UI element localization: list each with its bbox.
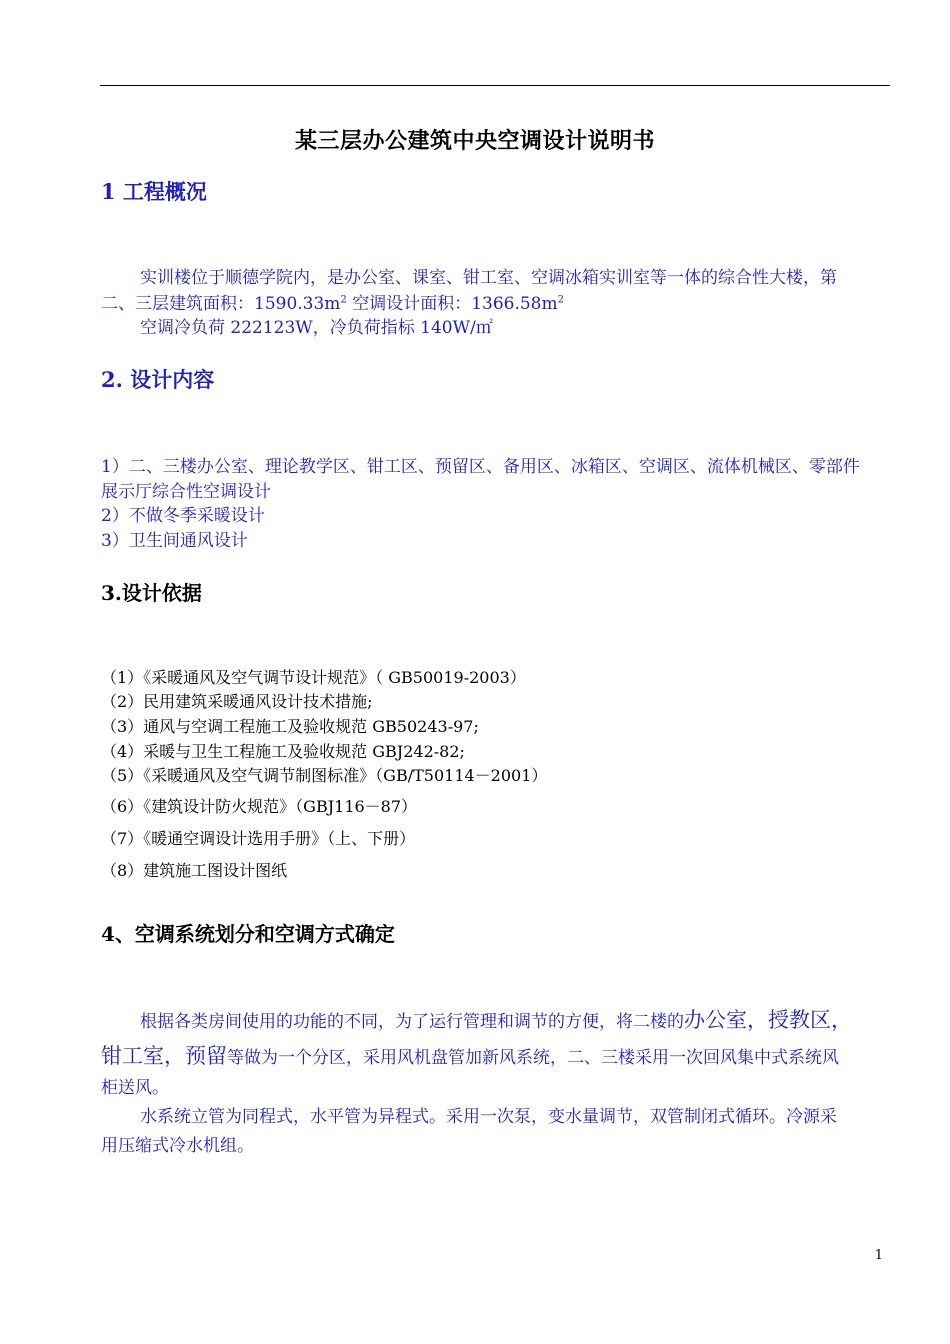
reference-item: （4）采暖与卫生工程施工及验收规范 GBJ242-82;	[101, 742, 465, 761]
design-item: 1）二、三楼办公室、理论教学区、钳工区、预留区、备用区、冰箱区、空调区、流体机械区、零部件	[101, 457, 860, 477]
reference-item: （8）建筑施工图设计图纸	[101, 861, 288, 880]
design-item: 3）卫生间通风设计	[101, 531, 248, 551]
ac-area-text: 空调设计面积：1366.58m	[346, 294, 558, 314]
para1-start: 根据各类房间使用的功能的不同，为了运行管理和调节的方便，将二楼的	[140, 1012, 684, 1032]
reference-item: （1）《采暖通风及空气调节设计规范》（ GB50019-2003）	[101, 668, 526, 687]
superscript: 2	[557, 294, 564, 306]
reference-item: （2）民用建筑采暖通风设计技术措施;	[101, 692, 373, 711]
reference-item: （6）《建筑设计防火规范》（GBJ116－87）	[101, 797, 418, 816]
header-rule	[100, 85, 890, 86]
para1-emphasis: 办公室，授教区，	[684, 1008, 852, 1032]
section3-heading: 3.设计依据	[101, 581, 202, 605]
section1-line3: 空调冷负荷 222123W，冷负荷指标 140W/㎡	[140, 318, 493, 338]
document-title: 某三层办公建筑中央空调设计说明书	[294, 128, 655, 154]
section4-para2-line2: 用压缩式冷水机组。	[101, 1136, 254, 1156]
section1-heading: 1 工程概况	[101, 179, 207, 204]
section4-para2-line1: 水系统立管为同程式，水平管为异程式。采用一次泵，变水量调节，双管制闭式循环。冷源采	[140, 1107, 837, 1127]
building-area-text: 二、三层建筑面积：1590.33m	[101, 294, 341, 314]
section4-heading: 4、空调系统划分和空调方式确定	[101, 922, 395, 946]
design-item: 2）不做冬季采暖设计	[101, 506, 265, 526]
page-number: 1	[874, 1248, 883, 1263]
section1-line1: 实训楼位于顺德学院内，是办公室、课室、钳工室、空调冰箱实训室等一体的综合性大楼，第	[140, 268, 837, 288]
reference-item: （5）《采暖通风及空气调节制图标准》（GB/T50114－2001）	[101, 766, 548, 785]
section4-para1-line2	[101, 1040, 839, 1070]
reference-item: （3）通风与空调工程施工及验收规范 GB50243-97;	[101, 717, 479, 736]
reference-item: （7）《暖通空调设计选用手册》（上、下册）	[101, 829, 416, 848]
para1-rest: 等做为一个分区，采用风机盘管加新风系统，二、三楼采用一次回风集中式系统风	[227, 1048, 839, 1068]
section4-para1-line3: 柜送风。	[101, 1078, 169, 1098]
section4-para1-line1	[140, 1004, 852, 1034]
section1-line2	[101, 289, 564, 314]
para1-emphasis: 钳工室，预留	[101, 1044, 227, 1068]
section2-heading: 2. 设计内容	[101, 367, 215, 392]
superscript: 2	[340, 294, 347, 306]
design-item: 展示厅综合性空调设计	[101, 482, 271, 502]
